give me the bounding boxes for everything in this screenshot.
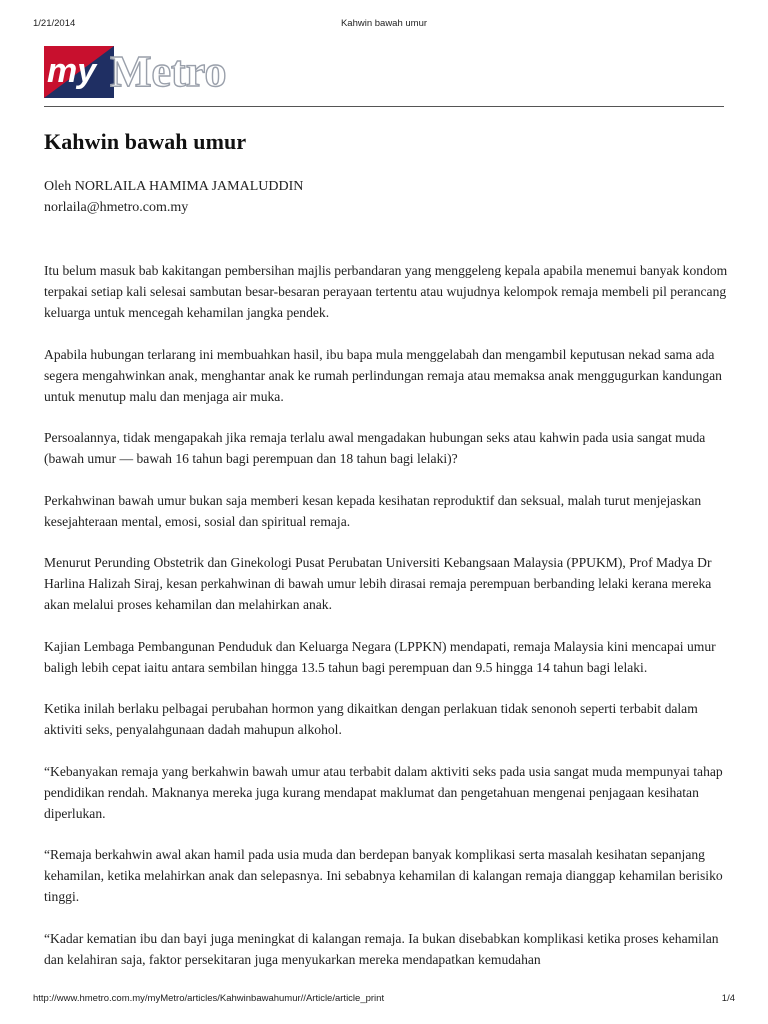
article-paragraph: “Remaja berkahwin awal akan hamil pada usia muda dan berdepan banyak komplikasi serta masalah kesihatan sepanjang kehamilan, ketika melahirkan anak dan selepasnya. Ini sebabnya kehamilan di kalangan remaja dianggap kehamilan berisiko tinggi. [44,847,723,904]
mymetro-logo-icon [44,46,284,102]
print-url[interactable]: http://www.hmetro.com.my/myMetro/articles/Kahwinbawahumur//Article/article_print [33,993,385,1004]
logo-metro: Metro [110,47,227,96]
byline [44,176,724,218]
logo-my: my [47,52,97,90]
print-footer [33,993,735,1007]
article-body-viewport [44,250,734,988]
print-title: Kahwin bawah umur [340,18,428,29]
article-paragraph: Menurut Perunding Obstetrik dan Ginekologi Pusat Perubatan Universiti Kebangsaan Malaysia (PPUKM), Prof Madya Dr Harlina Halizah Siraj, kesan perkahwinan di bawah umur lebih dirasai remaja perempuan berbanding lelaki kerana mereka akan melalui proses kehamilan dan melahirkan anak. [44,555,712,612]
article-paragraph: Ketika inilah berlaku pelbagai perubahan hormon yang dikaitkan dengan perlakuan tidak senonoh seperti terbabit dalam aktiviti seks, penyalahgunaan dadah mahupun alkohol. [44,701,698,737]
article-paragraph: “Kadar kematian ibu dan bayi juga meningkat di kalangan remaja. Ia bukan disebabkan komplikasi ketika proses kehamilan dan kelahiran saja, faktor persekitaran juga menyukarkan mereka mendapatkan kemudahan [44,930,719,967]
article-paragraph: Perkahwinan bawah umur bukan saja memberi kesan kepada kesihatan reproduktif dan seksual, malah turut menjejaskan kesejahteraan mental, emosi, sosial dan spiritual remaja. [44,492,702,529]
print-date: 1/21/2014 [33,18,76,29]
masthead-divider [44,106,724,107]
article-paragraph: Kajian Lembaga Pembangunan Penduduk dan Keluarga Negara (LPPKN) mendapati, remaja Malaysia kini mencapai umur baligh lebih cepat iaitu antara sembilan hingga 13.5 tahun bagi perempuan dan 9.5 hingga 14 tahun bagi lelaki. [44,638,716,675]
page-number: 1/4 [721,993,735,1004]
print-header [33,18,735,32]
article-headline: Kahwin bawah umur [44,129,247,154]
article-paragraph: Apabila hubungan terlarang ini membuahkan hasil, ibu bapa mula menggelabah dan mengambil keputusan nekad sama ada segera mengahwinkan anak, menghantar anak ke rumah perlindungan remaja atau memaksa anak menggugurkan kandungan untuk menutup malu dan menjaga air muka. [44,346,722,404]
article-body [44,260,734,970]
author-email[interactable]: norlaila@hmetro.com.my [44,200,189,215]
article-paragraph: Persoalannya, tidak mengapakah jika remaja terlalu awal mengadakan hubungan seks atau kahwin pada usia sangat muda (bawah umur — bawah 16 tahun bagi perempuan dan 18 tahun bagi lelaki)? [44,430,706,466]
article-paragraph: Itu belum masuk bab kakitangan pembersihan majlis perbandaran yang menggeleng kepala apabila menemui banyak kondom terpakai setiap kali selesai sambutan besar-besaran perayaan tertentu atau wujudnya kelompok remaja membeli pil perancang keluarga untuk mencegah kehamilan jangka pendek. [44,263,728,320]
author-byline: Oleh NORLAILA HAMIMA JAMALUDDIN [44,179,304,194]
article-paragraph: “Kebanyakan remaja yang berkahwin bawah umur atau terbabit dalam aktiviti seks pada usia sangat muda mempunyai tahap pendidikan rendah. Maknanya mereka juga kurang mendapat maklumat dan pengetahuan mengenai penjagaan kesihatan diperlukan. [44,763,723,821]
article [44,125,724,218]
mymetro-logo[interactable] [44,46,284,102]
